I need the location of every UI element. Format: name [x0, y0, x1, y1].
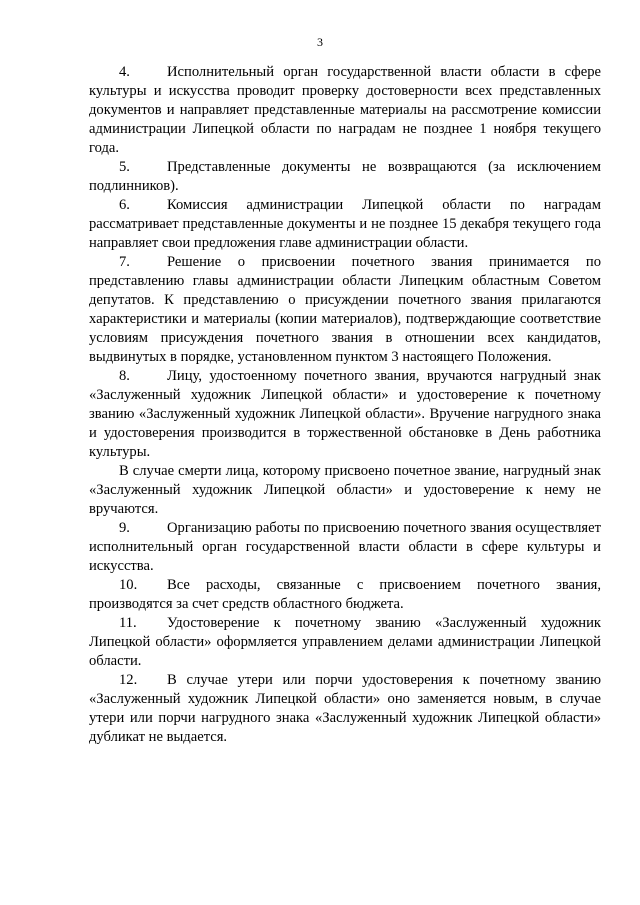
paragraph-7 — [89, 253, 601, 367]
paragraph-number: 10. — [119, 577, 138, 593]
paragraph-number: 11. — [119, 615, 137, 631]
paragraph-text: Комиссия администрации Липецкой области по наградам рассматривает представленные документы и не позднее 15 декабря текущего года направляет свои предложения главе администрации области. — [89, 197, 601, 251]
paragraph-5 — [89, 158, 601, 196]
paragraph-text: Лицу, удостоенному почетного звания, вручаются нагрудный знак «Заслуженный художник Липецкой области» и удостоверение к почетному званию «Заслуженный художник Липецкой области». Вручение нагрудного знака и удостоверения производится в торжественной обстановке в День работника культуры. — [89, 368, 601, 460]
page-number: 3 — [317, 35, 323, 49]
paragraph-number: 12. — [119, 672, 138, 688]
paragraph-6 — [89, 196, 601, 253]
paragraph-text: В случае смерти лица, которому присвоено почетное звание, нагрудный знак «Заслуженный художник Липецкой области» и удостоверение к нему не вручаются. — [89, 463, 601, 517]
paragraph-text: Решение о присвоении почетного звания принимается по представлению главы администрации области Липецким областным Советом депутатов. К представлению о присуждении почетного звания прилагаются характеристики и материалы (копии материалов), подтверждающие соответствие условиям присуждения почетного звания в отношении всех кандидатов, выдвинутых в порядке, установленном пунктом 3 настоящего Положения. — [89, 254, 601, 365]
paragraph-number: 8. — [119, 368, 130, 384]
paragraph-number: 5. — [119, 159, 130, 175]
paragraph-4 — [89, 63, 601, 158]
paragraph-number: 7. — [119, 254, 130, 270]
paragraph-8 — [89, 367, 601, 462]
paragraph-10 — [89, 576, 601, 614]
paragraph-9 — [89, 519, 601, 576]
paragraph-number: 6. — [119, 197, 130, 213]
paragraph-text: Все расходы, связанные с присвоением почетного звания, производятся за счет средств областного бюджета. — [89, 577, 601, 612]
paragraph-8-continuation — [89, 462, 601, 519]
paragraph-text: Организацию работы по присвоению почетного звания осуществляет исполнительный орган государственной власти области в сфере культуры и искусства. — [89, 520, 601, 574]
document-body — [89, 63, 601, 747]
paragraph-text: Исполнительный орган государственной власти области в сфере культуры и искусства проводит проверку достоверности всех представленных документов и направляет представленные материалы на рассмотрение комиссии администрации Липецкой области по наградам не позднее 1 ноября текущего года. — [89, 64, 601, 156]
paragraph-text: В случае утери или порчи удостоверения к почетному званию «Заслуженный художник Липецкой области» оно заменяется новым, в случае утери или порчи нагрудного знака «Заслуженный художник Липецкой области» дубликат не выдается. — [89, 672, 601, 745]
paragraph-number: 9. — [119, 520, 130, 536]
paragraph-text: Удостоверение к почетному званию «Заслуженный художник Липецкой области» оформляется управлением делами администрации Липецкой области. — [89, 615, 601, 669]
paragraph-12 — [89, 671, 601, 747]
paragraph-11 — [89, 614, 601, 671]
paragraph-number: 4. — [119, 64, 130, 80]
paragraph-text: Представленные документы не возвращаются (за исключением подлинников). — [89, 159, 601, 194]
